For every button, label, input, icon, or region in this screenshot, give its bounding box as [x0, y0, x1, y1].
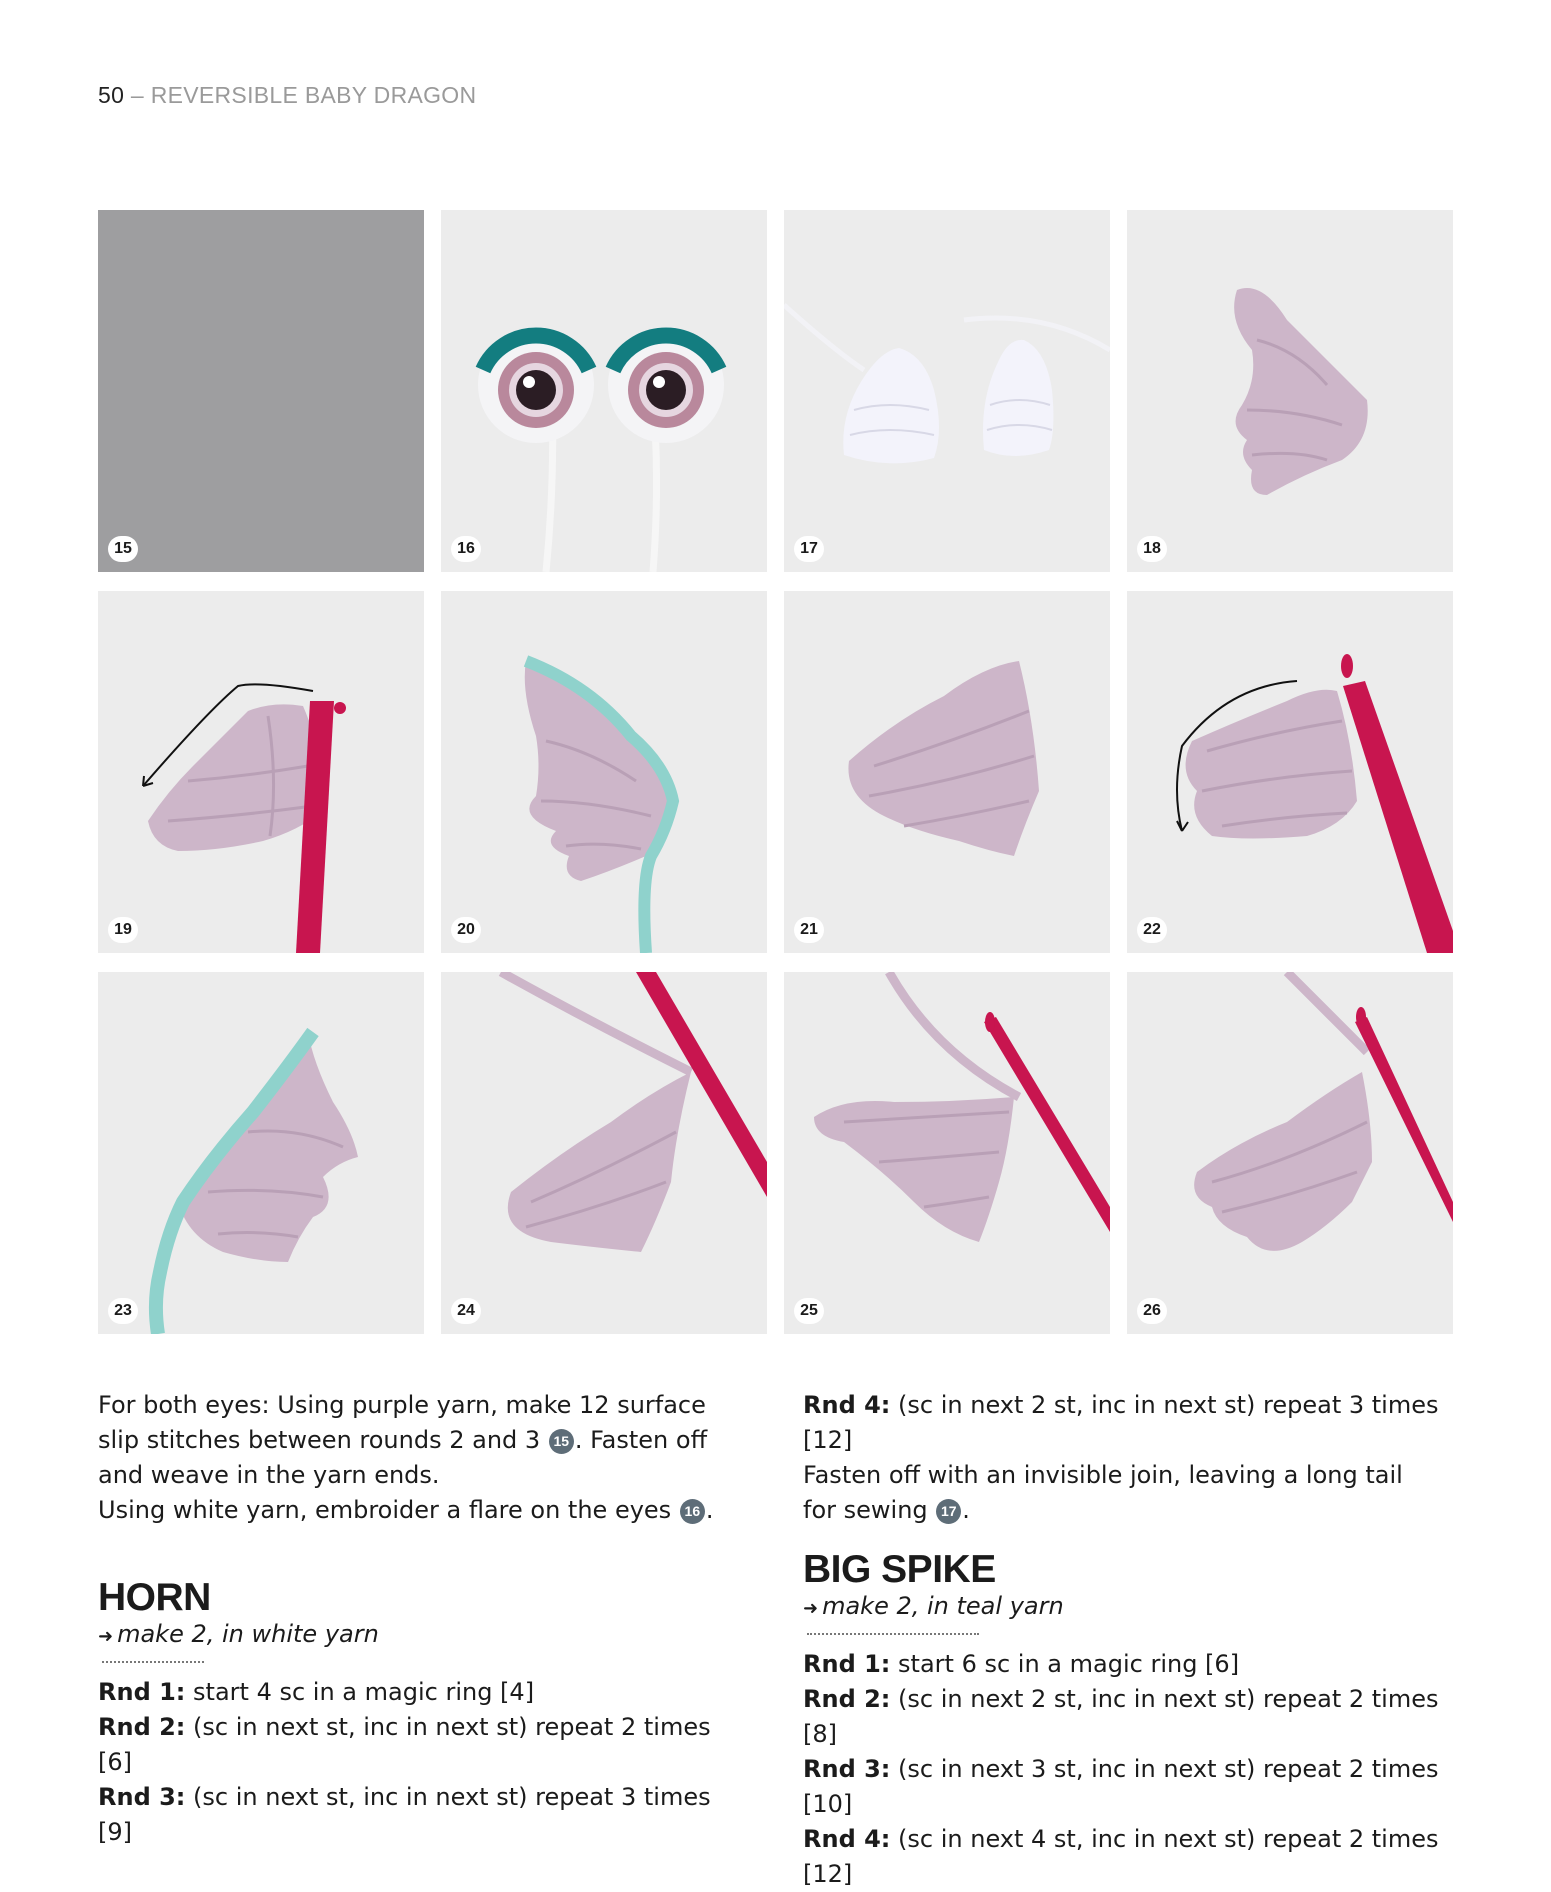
photo-ref-badge: 15 — [549, 1429, 574, 1454]
photo-ref-badge: 17 — [936, 1499, 961, 1524]
round-line — [803, 1682, 1443, 1752]
round-line — [803, 1647, 1443, 1682]
round-line — [803, 1822, 1443, 1892]
crochet-spike-illustration — [1127, 972, 1453, 1334]
round-text: (sc in next 2 st, inc in next st) repeat 2 times [8] — [803, 1685, 1439, 1748]
photo-step-19 — [98, 591, 424, 953]
step-number-badge: 16 — [451, 536, 481, 562]
instruction-text: For both eyes: Using purple yarn, make 12 surface slip stitches between rounds 2 and 3 — [98, 1391, 706, 1454]
horn-make-note — [98, 1618, 738, 1653]
photo-grid — [98, 210, 1453, 1334]
crochet-spike-illustration — [1127, 591, 1453, 953]
make-text: make 2, in teal yarn — [822, 1592, 1064, 1620]
crochet-spike-illustration — [1127, 210, 1453, 572]
make-text: make 2, in white yarn — [117, 1620, 379, 1648]
big-spike-heading: BIG SPIKE — [803, 1548, 996, 1591]
instruction-text: . — [705, 1496, 714, 1524]
crochet-spike-illustration — [784, 972, 1110, 1334]
round-text: (sc in next 2 st, inc in next st) repeat 3 times [12] — [803, 1391, 1439, 1454]
eyes-instruction — [98, 1388, 738, 1493]
round-text: (sc in next 4 st, inc in next st) repeat 2 times [12] — [803, 1825, 1439, 1888]
photo-step-24 — [441, 972, 767, 1334]
step-number-badge: 19 — [108, 917, 138, 943]
round-line — [803, 1752, 1443, 1822]
step-number-badge: 18 — [1137, 536, 1167, 562]
round-label: Rnd 2: — [98, 1713, 186, 1741]
step-number-badge: 22 — [1137, 917, 1167, 943]
photo-step-20 — [441, 591, 767, 953]
round-label: Rnd 1: — [803, 1650, 891, 1678]
chapter-title: REVERSIBLE BABY DRAGON — [150, 82, 477, 108]
round-text: start 6 sc in a magic ring [6] — [890, 1650, 1240, 1678]
step-number-badge: 25 — [794, 1298, 824, 1324]
crochet-eyes-illustration — [441, 210, 767, 572]
instruction-text: Fasten off with an invisible join, leaving a long tail for sewing — [803, 1461, 1403, 1524]
step-number-badge: 15 — [108, 536, 138, 562]
page-number: 50 — [98, 82, 125, 108]
crochet-spike-illustration — [441, 591, 767, 953]
round-label: Rnd 1: — [98, 1678, 186, 1706]
step-number-badge: 24 — [451, 1298, 481, 1324]
arrow-icon: ➜ — [803, 1598, 819, 1619]
step-number-badge: 23 — [108, 1298, 138, 1324]
photo-step-18 — [1127, 210, 1453, 572]
dotted-divider — [102, 1661, 204, 1663]
instruction-text: Using white yarn, embroider a flare on the eyes — [98, 1496, 679, 1524]
round-line — [803, 1388, 1443, 1458]
crochet-spike-illustration — [784, 591, 1110, 953]
left-column — [98, 1388, 738, 1850]
photo-step-17 — [784, 210, 1110, 572]
round-text: (sc in next st, inc in next st) repeat 3 times [9] — [98, 1783, 711, 1846]
header-separator: – — [130, 82, 144, 108]
round-line — [98, 1675, 738, 1710]
crochet-horns-illustration — [784, 210, 1110, 572]
photo-step-25 — [784, 972, 1110, 1334]
round-label: Rnd 4: — [803, 1825, 891, 1853]
step-number-badge: 26 — [1137, 1298, 1167, 1324]
round-label: Rnd 3: — [98, 1783, 186, 1811]
running-head — [98, 82, 476, 109]
round-text: (sc in next 3 st, inc in next st) repeat 2 times [10] — [803, 1755, 1439, 1818]
crochet-spike-illustration — [98, 591, 424, 953]
flare-instruction — [98, 1493, 738, 1528]
step-number-badge: 17 — [794, 536, 824, 562]
right-column — [803, 1388, 1443, 1892]
fasten-off-instruction — [803, 1458, 1443, 1528]
round-label: Rnd 4: — [803, 1391, 891, 1419]
photo-step-15 — [98, 210, 424, 572]
arrow-icon: ➜ — [98, 1626, 114, 1647]
photo-step-16 — [441, 210, 767, 572]
horn-heading: HORN — [98, 1576, 211, 1619]
photo-step-21 — [784, 591, 1110, 953]
big-spike-make-note — [803, 1590, 1443, 1625]
round-line — [98, 1710, 738, 1780]
dotted-divider — [807, 1633, 979, 1635]
round-label: Rnd 3: — [803, 1755, 891, 1783]
instruction-text: . — [962, 1496, 970, 1524]
photo-ref-badge: 16 — [680, 1499, 705, 1524]
round-text: start 4 sc in a magic ring [4] — [185, 1678, 535, 1706]
crochet-spike-illustration — [441, 972, 767, 1334]
round-line — [98, 1780, 738, 1850]
crochet-spike-illustration — [98, 972, 424, 1334]
step-number-badge: 20 — [451, 917, 481, 943]
round-text: (sc in next st, inc in next st) repeat 2 times [6] — [98, 1713, 711, 1776]
instruction-text: . Fasten off and weave in the yarn ends. — [98, 1426, 708, 1489]
photo-step-26 — [1127, 972, 1453, 1334]
round-label: Rnd 2: — [803, 1685, 891, 1713]
photo-step-22 — [1127, 591, 1453, 953]
photo-step-23 — [98, 972, 424, 1334]
step-number-badge: 21 — [794, 917, 824, 943]
